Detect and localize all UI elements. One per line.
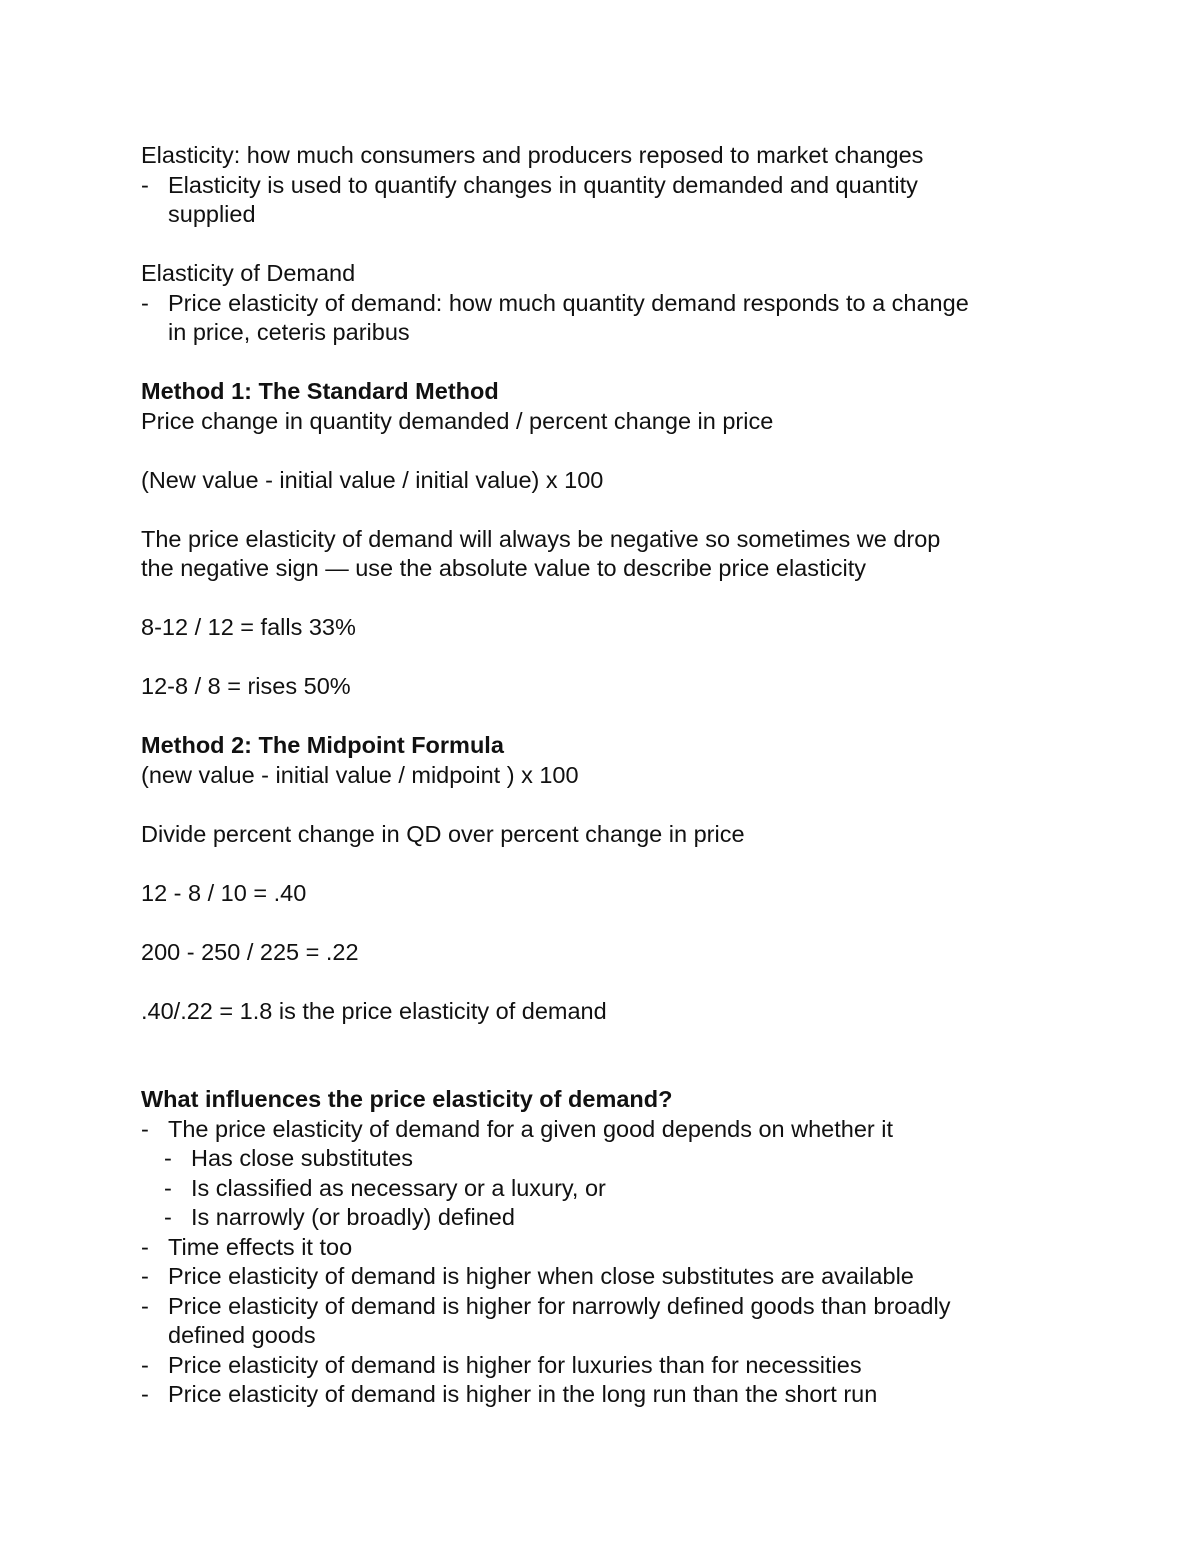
list-item bbox=[141, 171, 1081, 230]
method1-note-line1: The price elasticity of demand will always be negative so sometimes we drop bbox=[141, 525, 941, 552]
bullet-dash: - bbox=[141, 1233, 149, 1260]
bullet-dash: - bbox=[164, 1204, 172, 1230]
method1-note-line2: the negative sign — use the absolute value to describe price elasticity bbox=[141, 555, 867, 581]
list-item bbox=[141, 289, 1081, 348]
elasticity-definition: Elasticity: how much consumers and producers reposed to market changes bbox=[141, 142, 924, 168]
method2-note: Divide percent change in QD over percent change in price bbox=[141, 820, 745, 847]
list-item-text: Price elasticity of demand is higher for narrowly defined goods than broadly bbox=[168, 1292, 951, 1319]
bullet-dash: - bbox=[141, 171, 149, 198]
document-page bbox=[141, 141, 1081, 1410]
method2-example1: 12 - 8 / 10 = .40 bbox=[141, 879, 307, 906]
method1-title: Method 1: The Standard Method bbox=[141, 378, 499, 404]
list-item-text: Price elasticity of demand is higher when close substitutes are available bbox=[168, 1263, 914, 1289]
list-item-text-continued: defined goods bbox=[168, 1322, 316, 1348]
list-item-text: Price elasticity of demand is higher in the long run than the short run bbox=[168, 1381, 878, 1407]
list-item-text: Price elasticity of demand: how much quantity demand responds to a change bbox=[168, 289, 969, 316]
bullet-dash: - bbox=[141, 1115, 149, 1142]
list-item bbox=[141, 1380, 1081, 1410]
list-item-text: Elasticity is used to quantify changes in quantity demanded and quantity bbox=[168, 171, 918, 198]
influences-title: What influences the price elasticity of demand? bbox=[141, 1086, 673, 1112]
list-item bbox=[141, 1262, 1081, 1292]
section-heading: Elasticity of Demand bbox=[141, 260, 356, 286]
list-item-text: Price elasticity of demand is higher for luxuries than for necessities bbox=[168, 1351, 862, 1378]
bullet-dash: - bbox=[141, 1381, 149, 1407]
bullet-dash: - bbox=[141, 289, 149, 316]
sub-list-item bbox=[141, 1144, 1081, 1174]
sub-list-item-text: Is classified as necessary or a luxury, or bbox=[191, 1174, 606, 1201]
method2-result: .40/.22 = 1.8 is the price elasticity of demand bbox=[141, 997, 607, 1024]
list-item-text-continued: in price, ceteris paribus bbox=[168, 319, 410, 345]
list-item-text-continued: supplied bbox=[168, 201, 256, 227]
bullet-dash: - bbox=[164, 1174, 172, 1201]
bullet-dash: - bbox=[141, 1351, 149, 1378]
method2-formula: (new value - initial value / midpoint ) x 100 bbox=[141, 761, 579, 788]
bullet-dash: - bbox=[141, 1263, 149, 1289]
method2-example2: 200 - 250 / 225 = .22 bbox=[141, 938, 359, 965]
list-item bbox=[141, 1233, 1081, 1263]
method1-example2: 12-8 / 8 = rises 50% bbox=[141, 673, 351, 699]
method2-title: Method 2: The Midpoint Formula bbox=[141, 732, 504, 758]
sub-list-item bbox=[141, 1174, 1081, 1204]
method1-formula: (New value - initial value / initial value) x 100 bbox=[141, 466, 604, 493]
sub-list-item bbox=[141, 1203, 1081, 1233]
list-item bbox=[141, 1292, 1081, 1351]
bullet-dash: - bbox=[164, 1145, 172, 1171]
method1-example1: 8-12 / 12 = falls 33% bbox=[141, 614, 356, 640]
list-item-text: Time effects it too bbox=[168, 1233, 353, 1260]
list-item bbox=[141, 1115, 1081, 1145]
list-item bbox=[141, 1351, 1081, 1381]
sub-list-item-text: Has close substitutes bbox=[191, 1145, 414, 1171]
list-item-text: The price elasticity of demand for a given good depends on whether it bbox=[168, 1115, 894, 1142]
sub-list-item-text: Is narrowly (or broadly) defined bbox=[191, 1204, 515, 1230]
bullet-dash: - bbox=[141, 1292, 149, 1319]
method1-description: Price change in quantity demanded / percent change in price bbox=[141, 407, 774, 434]
